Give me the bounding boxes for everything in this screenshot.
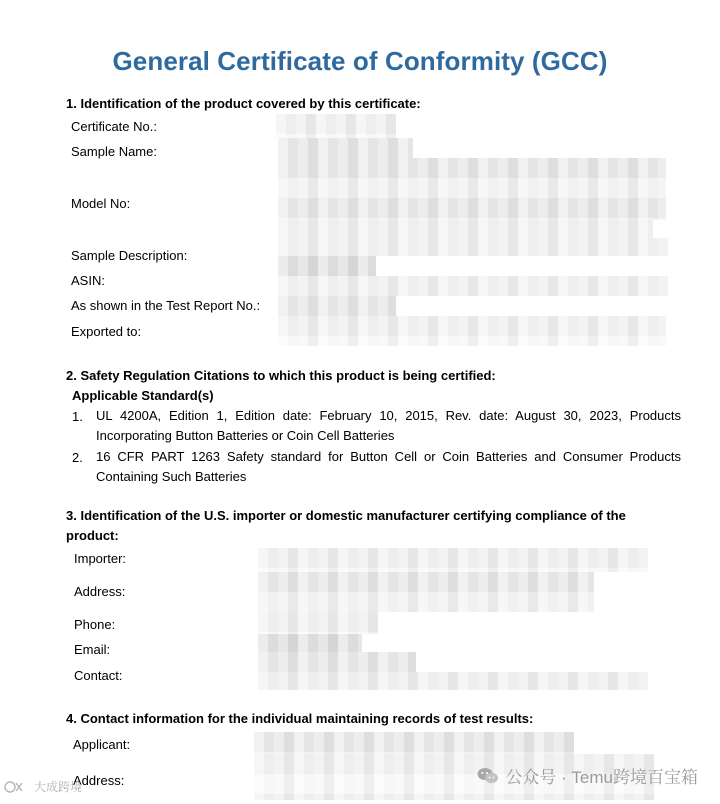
phone-label: Phone: — [74, 617, 116, 632]
redacted-importer-address — [258, 572, 594, 612]
standard-2-text: 16 CFR PART 1263 Safety standard for Button Cell or Coin Batteries and Consumer Products Containing Such Batteries — [96, 449, 681, 484]
section-4-heading — [66, 709, 533, 729]
left-watermark — [4, 778, 82, 795]
section-3-number: 3. — [66, 508, 77, 523]
sample-description-label: Sample Description: — [71, 248, 188, 263]
applicant-address-label: Address: — [73, 773, 125, 788]
sample-name-label: Sample Name: — [71, 144, 157, 159]
redacted-asin — [278, 256, 376, 276]
section-4-text: Contact information for the individual maintaining records of test results: — [80, 711, 534, 726]
standard-1-text: UL 4200A, Edition 1, Edition date: February 10, 2015, Rev. date: August 30, 2023, Products Incorporating Button Batteries or Coin Cell Batteries — [96, 408, 681, 443]
section-3-heading — [66, 506, 666, 546]
redacted-phone — [258, 612, 378, 634]
redacted-asin-extra — [278, 276, 668, 296]
applicant-label: Applicant: — [73, 737, 131, 752]
importer-label: Importer: — [74, 551, 127, 566]
redacted-contact — [258, 652, 416, 672]
standard-1-number: 1. — [72, 409, 83, 424]
redacted-contact-extra — [258, 672, 648, 690]
contact-label: Contact: — [74, 668, 123, 683]
right-watermark — [477, 763, 698, 788]
wechat-icon — [477, 767, 499, 785]
redacted-importer — [258, 548, 648, 572]
section-2-heading: 2. Safety Regulation Citations to which this product is being certified: — [66, 368, 496, 383]
right-watermark-text: 公众号 · Temu跨境百宝箱 — [505, 768, 698, 787]
redacted-sample-name — [278, 138, 413, 160]
redacted-email — [258, 634, 362, 654]
applicable-standards-heading: Applicable Standard(s) — [72, 388, 214, 403]
redacted-exported-to — [278, 316, 666, 346]
test-report-label: As shown in the Test Report No.: — [71, 298, 261, 313]
page-title: General Certificate of Conformity (GCC) — [112, 46, 608, 76]
certificate-no-label: Certificate No.: — [71, 119, 157, 134]
section-3-text: Identification of the U.S. importer or domestic manufacturer certifying compliance of the product: — [66, 508, 626, 543]
standard-2-number: 2. — [72, 450, 83, 465]
importer-address-label: Address: — [74, 584, 126, 599]
watermark-logo-icon — [4, 780, 32, 794]
exported-to-label: Exported to: — [71, 324, 142, 339]
redacted-certificate-no — [276, 114, 396, 138]
email-label: Email: — [74, 642, 111, 657]
section-4-number: 4. — [66, 711, 77, 726]
section-1-heading: 1. Identification of the product covered by this certificate: — [66, 96, 421, 111]
redacted-sample-description — [278, 238, 668, 256]
redacted-applicant — [254, 732, 574, 754]
redacted-model-no — [278, 158, 666, 220]
redacted-test-report — [278, 296, 396, 316]
model-no-label: Model No: — [71, 196, 131, 211]
asin-label: ASIN: — [71, 273, 105, 288]
left-watermark-text: 大成跨境 — [34, 780, 83, 794]
redacted-model-no-extra — [278, 220, 653, 238]
